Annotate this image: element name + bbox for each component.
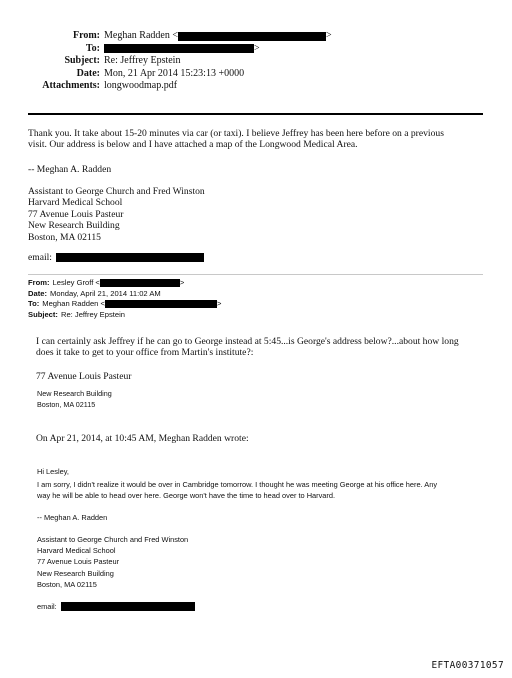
signature-line: Boston, MA 02115 <box>28 231 101 243</box>
inner-signature-block <box>37 534 188 590</box>
inner-signature-line: Boston, MA 02115 <box>37 579 97 589</box>
email-label: email: <box>28 252 52 263</box>
inner-signature-line: Assistant to George Church and Fred Winston <box>37 535 189 544</box>
date-label: Date: <box>76 67 100 79</box>
wrote-line: On Apr 21, 2014, at 10:45 AM, Meghan Radden wrote: <box>36 433 249 444</box>
quoted-subject-row <box>28 310 221 321</box>
quoted-to-row <box>28 299 221 310</box>
attachments-label: Attachments: <box>42 80 100 92</box>
from-label: From: <box>72 30 100 41</box>
quoted-from-suffix: > <box>179 278 185 287</box>
to-label: To: <box>85 42 100 54</box>
inner-signature-line: Harvard Medical School <box>37 546 116 556</box>
signature-line: Harvard Medical School <box>28 197 123 209</box>
quoted-date-row <box>28 289 221 300</box>
quoted-body <box>36 336 459 359</box>
reply-line: Thank you. It take about 15-20 minutes via car (or taxi). I believe Jeffrey has been here before on a previous <box>28 128 444 139</box>
header-from-row <box>20 30 360 43</box>
signature-email <box>28 252 204 263</box>
quoted-address: 77 Avenue Louis Pasteur <box>36 371 132 382</box>
signature-line: Assistant to George Church and Fred Winston <box>28 186 205 197</box>
inner-greeting: Hi Lesley, <box>37 467 69 476</box>
quote-divider <box>28 274 483 275</box>
subject-label: Subject: <box>64 55 100 67</box>
quoted-line: I can certainly ask Jeffrey if he can go to George instead at 5:45...is George's address below?...about how long <box>36 336 459 347</box>
signature-line: 77 Avenue Louis Pasteur <box>28 208 124 220</box>
subject-value: Re: Jeffrey Epstein <box>104 55 181 67</box>
date-value: Mon, 21 Apr 2014 15:23:13 +0000 <box>104 67 245 79</box>
quoted-line: does it take to get to your office from Martin's institute?: <box>36 347 254 359</box>
from-value: Meghan Radden < <box>104 30 178 41</box>
quoted-date-label: Date: <box>28 288 47 298</box>
quoted-from-value: Lesley Groff < <box>52 278 100 287</box>
quoted-to-suffix: > <box>216 299 222 309</box>
quoted-subject-value: Re: Jeffrey Epstein <box>60 309 125 319</box>
email-header <box>20 30 360 93</box>
header-date-row <box>20 68 360 81</box>
quoted-header <box>28 278 221 320</box>
redaction-bar <box>104 44 254 53</box>
inner-line: way he will be able to head over here. George won't have the time to head over to Harvard. <box>37 491 336 501</box>
attachment-link[interactable]: longwoodmap.pdf <box>104 80 178 92</box>
quoted-subject-label: Subject: <box>28 309 58 319</box>
to-suffix: > <box>254 42 260 54</box>
quoted-address-line: New Research Building <box>37 389 112 398</box>
quoted-date-value: Monday, April 21, 2014 11:02 AM <box>50 288 161 298</box>
email-label: email: <box>37 602 57 611</box>
from-suffix: > <box>325 30 332 41</box>
redaction-bar <box>56 253 204 262</box>
quoted-address-block <box>37 389 112 411</box>
redaction-bar <box>61 602 195 611</box>
quoted-from-label: From: <box>28 278 50 287</box>
inner-signature-name: -- Meghan A. Radden <box>37 513 108 522</box>
document-id: EFTA00371057 <box>431 660 504 671</box>
signature-line: New Research Building <box>28 220 120 232</box>
inner-signature-line: 77 Avenue Louis Pasteur <box>37 557 120 567</box>
signature-block <box>28 186 205 243</box>
inner-body <box>37 479 437 501</box>
quoted-from-row <box>28 278 221 289</box>
inner-signature-line: New Research Building <box>37 568 114 578</box>
header-divider <box>28 113 483 115</box>
inner-line: I am sorry, I didn't realize it would be over in Cambridge tomorrow. I thought he was meeting George at his office here. Any <box>37 480 438 489</box>
quoted-address-line: Boston, MA 02115 <box>37 399 96 409</box>
redaction-bar <box>105 300 217 308</box>
redaction-bar <box>178 32 326 41</box>
reply-line: visit. Our address is below and I have attached a map of the Longwood Medical Area. <box>28 139 358 151</box>
inner-signature-email <box>37 602 195 611</box>
quoted-to-label: To: <box>28 299 40 309</box>
signature-name: -- Meghan A. Radden <box>28 164 112 175</box>
redaction-bar <box>100 279 180 287</box>
header-attachments-row <box>20 80 360 93</box>
quoted-to-value: Meghan Radden < <box>42 299 105 309</box>
reply-body <box>28 128 444 151</box>
header-to-row <box>20 43 360 56</box>
header-subject-row <box>20 55 360 68</box>
